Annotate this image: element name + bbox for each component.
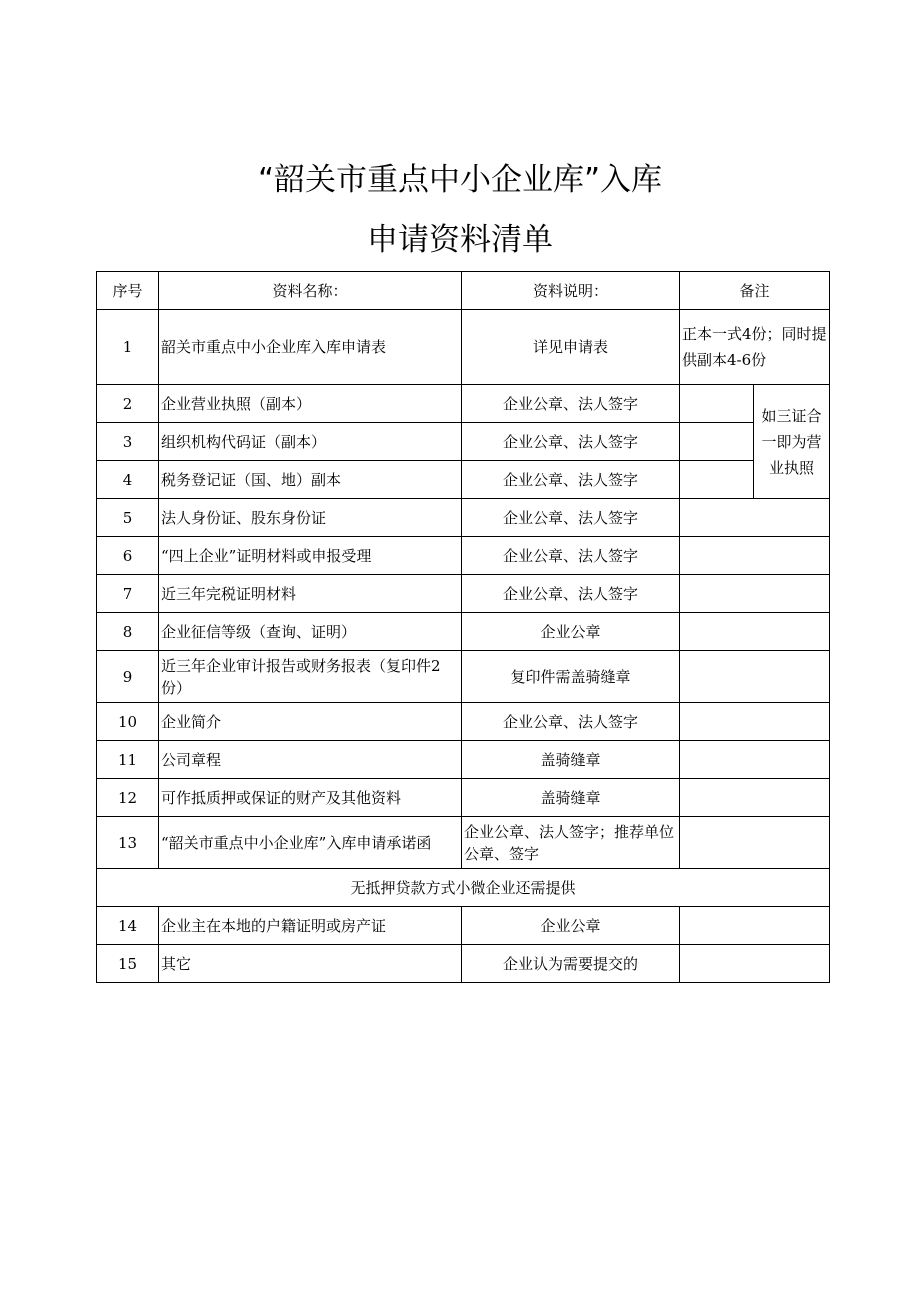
row-desc: 盖骑缝章 xyxy=(462,779,680,817)
row-note xyxy=(680,703,830,741)
table-row xyxy=(97,613,830,651)
row-no: 15 xyxy=(97,945,159,983)
row-no: 4 xyxy=(97,461,159,499)
row-no: 14 xyxy=(97,907,159,945)
row-note xyxy=(680,817,830,869)
header-no: 序号 xyxy=(97,272,159,310)
row-desc: 企业公章、法人签字 xyxy=(462,499,680,537)
row-no: 8 xyxy=(97,613,159,651)
row-desc: 盖骑缝章 xyxy=(462,741,680,779)
row-name: 韶关市重点中小企业库入库申请表 xyxy=(159,310,462,385)
table-row xyxy=(97,385,830,423)
row-note xyxy=(680,575,830,613)
table-row xyxy=(97,945,830,983)
row-no: 7 xyxy=(97,575,159,613)
row-desc: 企业公章、法人签字 xyxy=(462,461,680,499)
section-row xyxy=(97,869,830,907)
row-note xyxy=(680,907,830,945)
row-name: 可作抵质押或保证的财产及其他资料 xyxy=(159,779,462,817)
row-note xyxy=(680,461,754,499)
row-desc: 企业公章 xyxy=(462,613,680,651)
row-name: 近三年企业审计报告或财务报表（复印件2份） xyxy=(159,651,462,703)
page-subtitle: 申请资料清单 xyxy=(367,222,553,258)
row-note xyxy=(680,423,754,461)
row-note xyxy=(680,537,830,575)
row-note xyxy=(680,385,754,423)
table-header-row xyxy=(97,272,830,310)
row-desc: 企业公章、法人签字；推荐单位公章、签字 xyxy=(462,817,680,869)
table-row xyxy=(97,779,830,817)
merged-note: 如三证合一即为营业执照 xyxy=(754,385,830,499)
row-note xyxy=(680,945,830,983)
table-row xyxy=(97,703,830,741)
row-no: 13 xyxy=(97,817,159,869)
row-note xyxy=(680,651,830,703)
table-row xyxy=(97,741,830,779)
row-no: 6 xyxy=(97,537,159,575)
row-no: 9 xyxy=(97,651,159,703)
row-name: 法人身份证、股东身份证 xyxy=(159,499,462,537)
row-name: “四上企业”证明材料或申报受理 xyxy=(159,537,462,575)
row-no: 1 xyxy=(97,310,159,385)
row-name: 公司章程 xyxy=(159,741,462,779)
row-no: 2 xyxy=(97,385,159,423)
section-label: 无抵押贷款方式小微企业还需提供 xyxy=(97,869,830,907)
table-row xyxy=(97,907,830,945)
row-name: 企业简介 xyxy=(159,703,462,741)
row-note xyxy=(680,499,830,537)
row-name: 组织机构代码证（副本） xyxy=(159,423,462,461)
table-row xyxy=(97,461,830,499)
row-no: 12 xyxy=(97,779,159,817)
row-name: 企业营业执照（副本） xyxy=(159,385,462,423)
row-name: 税务登记证（国、地）副本 xyxy=(159,461,462,499)
row-desc: 详见申请表 xyxy=(462,310,680,385)
row-desc: 企业认为需要提交的 xyxy=(462,945,680,983)
row-desc: 复印件需盖骑缝章 xyxy=(462,651,680,703)
table-row xyxy=(97,817,830,869)
row-no: 3 xyxy=(97,423,159,461)
row-name: 企业征信等级（查询、证明） xyxy=(159,613,462,651)
row-no: 10 xyxy=(97,703,159,741)
row-name: “韶关市重点中小企业库”入库申请承诺函 xyxy=(159,817,462,869)
header-note: 备注 xyxy=(680,272,830,310)
materials-table xyxy=(96,271,830,983)
header-desc: 资料说明： xyxy=(462,272,680,310)
header-name: 资料名称： xyxy=(159,272,462,310)
row-no: 11 xyxy=(97,741,159,779)
row-note xyxy=(680,741,830,779)
table-row xyxy=(97,537,830,575)
row-name: 其它 xyxy=(159,945,462,983)
page-title: “韶关市重点中小企业库”入库 xyxy=(257,162,663,198)
row-desc: 企业公章、法人签字 xyxy=(462,385,680,423)
table-row xyxy=(97,423,830,461)
row-desc: 企业公章、法人签字 xyxy=(462,575,680,613)
table-row xyxy=(97,651,830,703)
row-name: 近三年完税证明材料 xyxy=(159,575,462,613)
row-desc: 企业公章、法人签字 xyxy=(462,537,680,575)
row-name: 企业主在本地的户籍证明或房产证 xyxy=(159,907,462,945)
row-note: 正本一式4份；同时提供副本4-6份 xyxy=(680,310,830,385)
row-note xyxy=(680,779,830,817)
row-note xyxy=(680,613,830,651)
row-no: 5 xyxy=(97,499,159,537)
row-desc: 企业公章 xyxy=(462,907,680,945)
row-desc: 企业公章、法人签字 xyxy=(462,703,680,741)
table-row xyxy=(97,499,830,537)
row-desc: 企业公章、法人签字 xyxy=(462,423,680,461)
table-row xyxy=(97,575,830,613)
table-row xyxy=(97,310,830,385)
